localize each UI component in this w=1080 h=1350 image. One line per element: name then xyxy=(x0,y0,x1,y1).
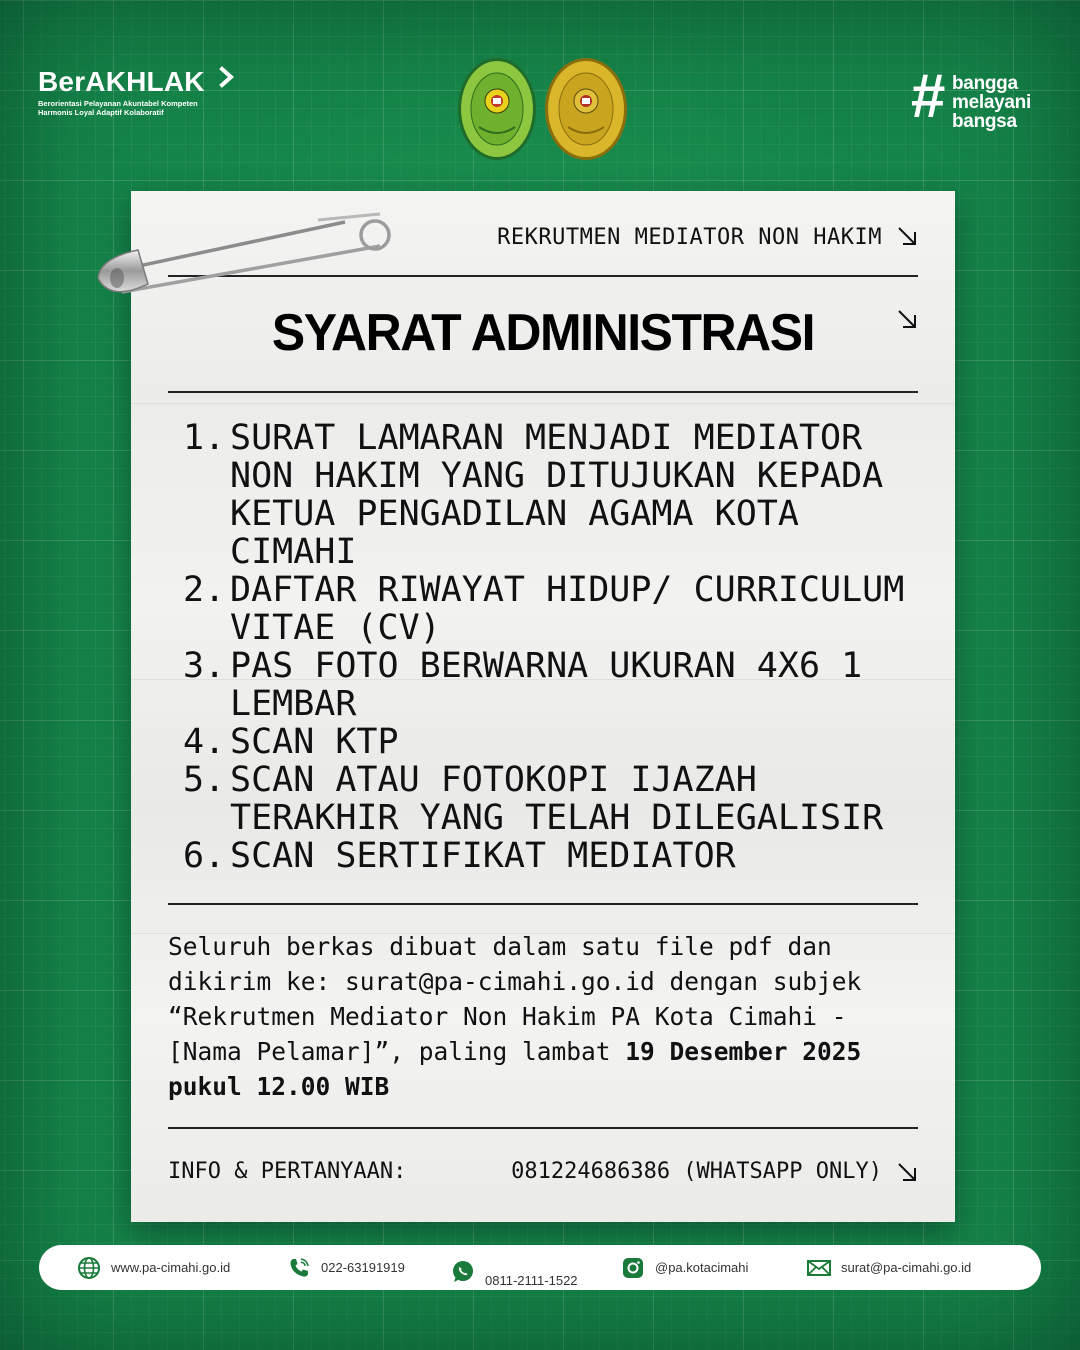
berakhlak-tagline-1: Berorientasi Pelayanan Akuntabel Kompeten xyxy=(38,99,198,108)
whatsapp-text: 0811-2111-1522 xyxy=(485,1273,578,1288)
email-text: surat@pa-cimahi.go.id xyxy=(841,1260,972,1275)
website-text: www.pa-cimahi.go.id xyxy=(111,1260,231,1275)
arrow-down-right-icon xyxy=(896,225,918,247)
item-text: SURAT LAMARAN MENJADI MEDIATOR NON HAKIM YANG DITUJUKAN KEPADA KETUA PENGADILAN AGAMA KOTA CIMAHI xyxy=(230,418,884,572)
page-title: SYARAT ADMINISTRASI xyxy=(271,304,815,362)
divider xyxy=(168,1127,918,1129)
item-text: PAS FOTO BERWARNA UKURAN 4X6 1 LEMBAR xyxy=(230,646,863,724)
item-number: 6. xyxy=(183,836,226,876)
chevron-right-icon xyxy=(216,66,238,88)
berakhlak-logo xyxy=(38,68,205,117)
footer-email[interactable] xyxy=(807,1256,971,1280)
list-item xyxy=(183,723,923,761)
contact-footer xyxy=(39,1245,1041,1290)
footer-phone[interactable] xyxy=(287,1256,405,1280)
arrow-down-right-icon xyxy=(896,1161,918,1183)
item-number: 3. xyxy=(183,646,226,686)
item-text: SCAN KTP xyxy=(230,722,399,762)
campaign-word-1: bangga xyxy=(952,73,1018,94)
requirements-list xyxy=(183,419,923,875)
globe-icon xyxy=(77,1256,101,1280)
item-number: 2. xyxy=(183,570,226,610)
item-number: 1. xyxy=(183,418,226,458)
pengadilan-agama-seal-icon xyxy=(457,57,537,161)
info-label: INFO & PERTANYAAN: xyxy=(168,1159,407,1184)
instagram-icon xyxy=(621,1256,645,1280)
berakhlak-wordmark: BerAKHLAK xyxy=(38,66,205,97)
item-text: DAFTAR RIWAYAT HIDUP/ CURRICULUM VITAE (CV) xyxy=(230,570,905,648)
phone-text: 022-63191919 xyxy=(321,1260,405,1275)
instagram-text: @pa.kotacimahi xyxy=(655,1260,749,1275)
divider xyxy=(168,391,918,393)
mahkamah-agung-seal-icon xyxy=(544,57,628,161)
info-contact: 081224686386 (WHATSAPP ONLY) xyxy=(511,1159,882,1184)
campaign-word-3: bangsa xyxy=(952,111,1017,132)
divider xyxy=(168,903,918,905)
item-number: 5. xyxy=(183,760,226,800)
hashtag-glyph: # xyxy=(910,62,945,131)
list-item xyxy=(183,647,923,723)
footer-whatsapp[interactable] xyxy=(451,1255,578,1288)
submission-note xyxy=(168,929,928,1104)
item-text: SCAN SERTIFIKAT MEDIATOR xyxy=(230,836,736,876)
list-item xyxy=(183,571,923,647)
list-item xyxy=(183,761,923,837)
paper-crease xyxy=(131,403,955,404)
note-text: Seluruh berkas dibuat dalam satu file pdf dan dikirim ke: surat@pa-cimahi.go.id dengan subjek “Rekrutmen Mediator Non Hakim PA Kota Cimahi - [Nama Pelamar]”, paling lambat xyxy=(168,932,862,1066)
footer-website[interactable] xyxy=(77,1256,230,1280)
phone-icon xyxy=(287,1256,311,1280)
note-deadline: 19 Desember 2025 pukul 12.00 WIB xyxy=(168,1037,862,1101)
safety-pin-icon xyxy=(90,200,400,315)
footer-instagram[interactable] xyxy=(621,1256,748,1280)
whatsapp-icon xyxy=(451,1260,475,1284)
berakhlak-tagline-2: Harmonis Loyal Adaptif Kolaboratif xyxy=(38,108,164,117)
item-text: SCAN ATAU FOTOKOPI IJAZAH TERAKHIR YANG TELAH DILEGALISIR xyxy=(230,760,884,838)
bangga-melayani-bangsa-logo xyxy=(910,62,1050,138)
list-item xyxy=(183,419,923,571)
item-number: 4. xyxy=(183,722,226,762)
campaign-word-2: melayani xyxy=(952,92,1031,113)
recruitment-label: REKRUTMEN MEDIATOR NON HAKIM xyxy=(497,225,882,250)
announcement-paper xyxy=(131,191,955,1222)
envelope-icon xyxy=(807,1256,831,1280)
list-item xyxy=(183,837,923,875)
arrow-down-right-icon xyxy=(896,308,918,330)
